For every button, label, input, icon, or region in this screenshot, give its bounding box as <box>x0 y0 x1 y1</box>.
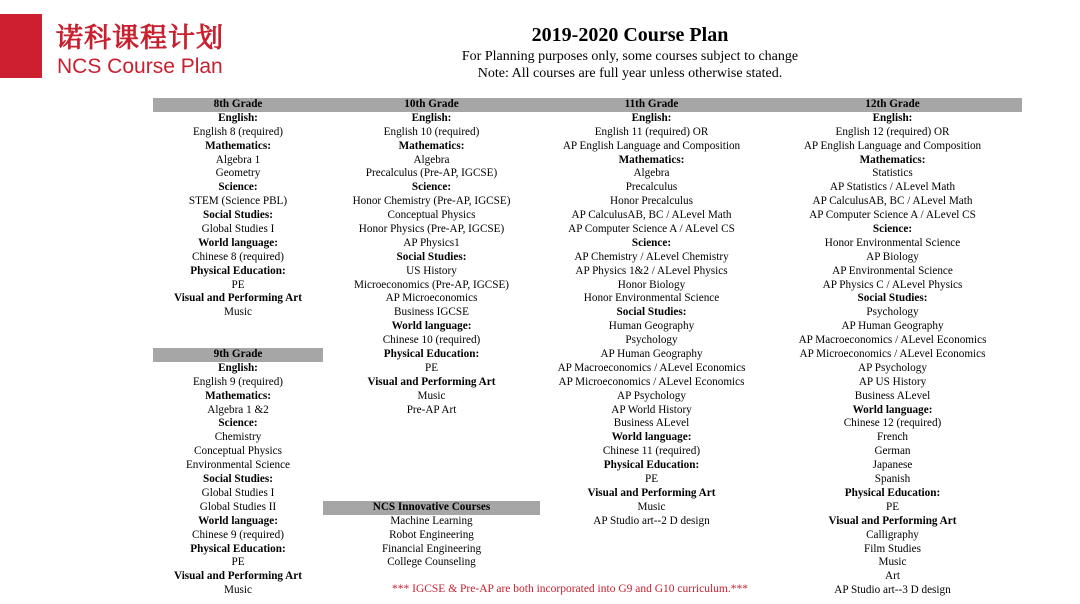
course-item: AP Macroeconomics / ALevel Economics <box>798 334 987 347</box>
course-item: Conceptual Physics <box>194 445 282 458</box>
course-item: Music <box>224 306 252 319</box>
subject-category: Science: <box>218 181 258 194</box>
course-item: AP English Language and Composition <box>562 139 741 152</box>
column-11th <box>540 98 763 529</box>
course-item: AP Studio art--3 D design <box>834 584 951 597</box>
course-item: Music <box>878 556 907 569</box>
course-item: AP Microeconomics / ALevel Economics <box>558 375 745 388</box>
planning-note: For Planning purposes only, some courses subject to change <box>461 49 799 64</box>
course-item: AP Chemistry / ALevel Chemistry <box>574 250 729 263</box>
course-item: Global Studies II <box>199 500 277 513</box>
subject-category: World language: <box>852 403 933 416</box>
course-item: Global Studies I <box>201 223 275 236</box>
course-item: Global Studies I <box>201 486 275 499</box>
course-item: AP Human Geography <box>841 320 944 333</box>
course-item: PE <box>644 473 659 486</box>
course-item: Music <box>224 584 252 597</box>
grade-9-header: 9th Grade <box>153 348 323 362</box>
course-item: Chemistry <box>214 431 262 444</box>
spacer <box>323 431 540 445</box>
course-item: English 11 (required) OR <box>594 125 709 138</box>
course-item: Chinese 12 (required) <box>843 417 942 430</box>
brand-accent-bar <box>0 14 42 78</box>
course-item: US History <box>406 264 457 277</box>
course-item: AP Psychology <box>858 361 927 374</box>
spacer <box>153 320 323 334</box>
course-item: English 12 (required) OR <box>835 125 950 138</box>
course-item: Microeconomics (Pre-AP, IGCSE) <box>353 278 510 291</box>
course-item: Algebra 1 &2 <box>207 403 269 416</box>
subject-category: Science: <box>631 236 672 249</box>
course-item: Statistics <box>872 167 913 180</box>
course-item: AP Biology <box>866 250 919 263</box>
course-item: Honor Chemistry (Pre-AP, IGCSE) <box>352 195 511 208</box>
subject-category: Mathematics: <box>398 139 465 152</box>
grade-11-list <box>540 112 763 529</box>
course-item: AP Environmental Science <box>832 264 953 277</box>
subject-category: Social Studies: <box>203 473 273 486</box>
grade-12-list <box>763 112 1022 598</box>
course-item: Chinese 11 (required) <box>602 445 701 458</box>
subject-category: Visual and Performing Art <box>367 375 496 388</box>
course-item: AP Physics1 <box>403 236 460 249</box>
course-item: Environmental Science <box>185 459 291 472</box>
subject-category: English: <box>411 111 452 124</box>
brand-title-en: NCS Course Plan <box>57 55 223 78</box>
course-item: English 10 (required) <box>383 125 480 138</box>
full-year-note: Note: All courses are full year unless otherwise stated. <box>477 66 783 81</box>
subject-category: Social Studies: <box>203 209 273 222</box>
grade-12-header: 12th Grade <box>763 98 1022 112</box>
subject-category: Physical Education: <box>383 348 480 361</box>
spacer <box>153 334 323 348</box>
course-item: Film Studies <box>864 542 921 555</box>
course-item: English 9 (required) <box>192 375 284 388</box>
subject-category: Science: <box>411 181 452 194</box>
course-item: AP Microeconomics <box>385 292 478 305</box>
course-item: PE <box>231 278 245 291</box>
subject-category: Visual and Performing Art <box>174 570 302 583</box>
course-item: AP Human Geography <box>600 348 703 361</box>
course-item: Business ALevel <box>613 417 690 430</box>
spacer <box>323 445 540 459</box>
course-item: Honor Biology <box>617 278 686 291</box>
course-item: PE <box>885 500 900 513</box>
course-item: Geometry <box>215 167 261 180</box>
course-item: AP Psychology <box>617 389 686 402</box>
course-item: AP World History <box>611 403 692 416</box>
course-item: Robot Engineering <box>389 528 474 541</box>
subject-category: Mathematics: <box>205 139 271 152</box>
subject-category: Visual and Performing Art <box>587 486 716 499</box>
spacer <box>323 473 540 487</box>
course-item: Spanish <box>874 473 911 486</box>
course-item: PE <box>231 556 245 569</box>
course-item: Conceptual Physics <box>387 209 476 222</box>
course-item: Music <box>637 500 666 513</box>
subject-category: English: <box>218 111 258 124</box>
subject-category: Mathematics: <box>859 153 926 166</box>
course-item: Human Geography <box>608 320 695 333</box>
brand-title-cn: 诺科课程计划 <box>56 23 224 54</box>
subject-category: Mathematics: <box>205 389 271 402</box>
course-item: AP CalculusAB, BC / ALevel Math <box>571 209 732 222</box>
course-item: AP Studio art--2 D design <box>593 514 710 527</box>
course-item: AP Physics C / ALevel Physics <box>822 278 963 291</box>
course-item: Chinese 10 (required) <box>382 334 481 347</box>
course-item: AP US History <box>858 375 927 388</box>
course-item: AP Microeconomics / ALevel Economics <box>799 348 986 361</box>
subject-category: Physical Education: <box>190 542 286 555</box>
course-item: Precalculus <box>625 181 678 194</box>
subject-category: World language: <box>391 320 472 333</box>
page-title: 2019-2020 Course Plan <box>531 24 729 46</box>
subject-category: Visual and Performing Art <box>828 514 957 527</box>
course-item: Business IGCSE <box>394 306 469 319</box>
grade-8-list <box>153 112 323 320</box>
spacer <box>323 417 540 431</box>
course-item: AP Macroeconomics / ALevel Economics <box>557 361 746 374</box>
course-item: AP Computer Science A / ALevel CS <box>568 223 735 236</box>
subject-category: Science: <box>218 417 258 430</box>
innovative-courses-list <box>323 515 540 571</box>
spacer <box>323 487 540 501</box>
course-item: AP Computer Science A / ALevel CS <box>809 209 976 222</box>
innovative-courses-header: NCS Innovative Courses <box>323 501 540 515</box>
course-item: French <box>876 431 909 444</box>
course-item: PE <box>424 361 439 374</box>
course-item: Algebra <box>413 153 450 166</box>
course-item: English 8 (required) <box>192 125 284 138</box>
subject-category: Social Studies: <box>396 250 467 263</box>
subject-category: World language: <box>611 431 692 444</box>
course-item: Art <box>885 570 900 583</box>
subject-category: English: <box>218 361 258 374</box>
course-item: Honor Precalculus <box>610 195 693 208</box>
course-item: Algebra 1 <box>215 153 261 166</box>
course-item: Psychology <box>866 306 919 319</box>
course-item: Honor Physics (Pre-AP, IGCSE) <box>358 223 505 236</box>
course-item: Chinese 9 (required) <box>192 528 284 541</box>
course-item: College Counseling <box>387 556 476 569</box>
grade-10-header: 10th Grade <box>323 98 540 112</box>
course-item: Precalculus (Pre-AP, IGCSE) <box>365 167 498 180</box>
subject-category: Physical Education: <box>190 264 286 277</box>
curriculum-footnote: *** IGCSE & Pre-AP are both incorporated into G9 and G10 curriculum.*** <box>391 583 748 595</box>
course-item: Psychology <box>625 334 678 347</box>
course-item: Algebra <box>633 167 670 180</box>
course-item: Business ALevel <box>854 389 931 402</box>
spacer <box>323 459 540 473</box>
course-item: Chinese 8 (required) <box>192 250 284 263</box>
course-item: Music <box>417 389 446 402</box>
course-item: STEM (Science PBL) <box>188 195 288 208</box>
course-item: Financial Engineering <box>381 542 482 555</box>
course-item: Calligraphy <box>866 528 919 541</box>
column-12th <box>763 98 1022 598</box>
grade-10-list <box>323 112 540 418</box>
course-item: Pre-AP Art <box>406 403 457 416</box>
subject-category: Social Studies: <box>616 306 687 319</box>
grade-9-list <box>153 362 323 598</box>
subject-category: World language: <box>198 236 278 249</box>
course-item: Honor Environmental Science <box>583 292 720 305</box>
column-10th <box>323 98 540 570</box>
grade-8-header: 8th Grade <box>153 98 323 112</box>
subject-category: English: <box>872 111 913 124</box>
subject-category: Social Studies: <box>857 292 928 305</box>
course-item: Japanese <box>872 459 913 472</box>
subject-category: Mathematics: <box>618 153 685 166</box>
course-item: Machine Learning <box>390 514 473 527</box>
course-item: Honor Environmental Science <box>824 236 961 249</box>
subject-category: Physical Education: <box>844 486 941 499</box>
course-item: AP Statistics / ALevel Math <box>829 181 956 194</box>
grade-11-header: 11th Grade <box>540 98 763 112</box>
subject-category: World language: <box>198 514 278 527</box>
course-item: AP English Language and Composition <box>803 139 982 152</box>
subject-category: Visual and Performing Art <box>174 292 302 305</box>
subject-category: English: <box>631 111 672 124</box>
subject-category: Physical Education: <box>603 459 700 472</box>
subject-category: Science: <box>872 223 913 236</box>
course-item: AP Physics 1&2 / ALevel Physics <box>575 264 728 277</box>
course-item: AP CalculusAB, BC / ALevel Math <box>812 195 973 208</box>
column-8th-9th <box>153 98 323 598</box>
course-item: German <box>874 445 911 458</box>
